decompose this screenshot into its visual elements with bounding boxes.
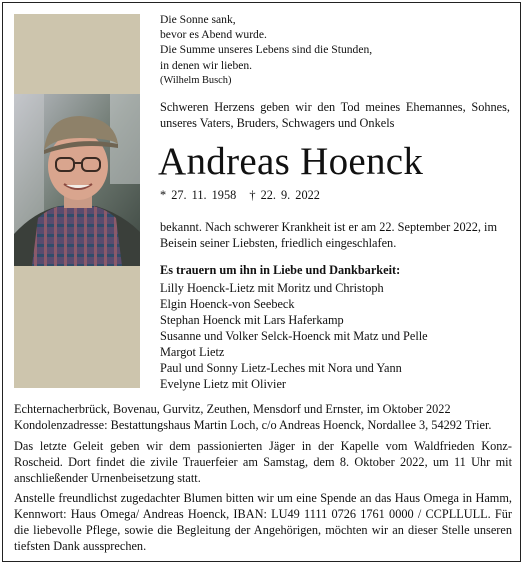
mourner-item: Susanne und Volker Selck-Hoenck mit Matz und Pelle xyxy=(160,329,428,343)
deceased-name: Andreas Hoenck xyxy=(158,140,424,183)
place-date: Echternacherbrück, Bovenau, Gurvitz, Zeuthen, Mensdorf und Ernster, im Oktober 2022 xyxy=(14,402,451,416)
mourner-item: Stephan Hoenck mit Lars Haferkamp xyxy=(160,313,344,327)
death-date: † 22. 9. 2022 xyxy=(249,188,320,202)
mourners-heading: Es trauern um ihn in Liebe und Dankbarkeit: xyxy=(160,263,401,277)
intro-text: Schweren Herzens geben wir den Tod meines Ehemannes, Sohnes, unseres Vaters, Bruders, Schwagers und Onkels xyxy=(160,100,510,130)
decorative-band-top xyxy=(14,14,140,94)
poem-line: Die Summe unseres Lebens sind die Stunden, xyxy=(160,43,373,57)
mourners-list xyxy=(160,280,428,392)
mourner-item: Elgin Hoenck-von Seebeck xyxy=(160,297,295,311)
portrait-illustration xyxy=(14,94,140,266)
condolence-address: Kondolenzadresse: Bestattungshaus Martin Loch, c/o Andreas Hoenck, Nordallee 3, 54292 Trier. xyxy=(14,418,492,432)
footer-place-block xyxy=(14,401,512,433)
footer-funeral-block xyxy=(14,438,512,486)
donation-info: Anstelle freundlichst zugedachter Blumen bitten wir um eine Spende an das Haus Omega in Hamm, Kennwort: Haus Omega/ Andreas Hoenck, IBAN: LU49 1111 0726 1761 0000 / CCPLLULL. Für die liebevolle Pflege, sowie die Begleitung der Angehörigen, möchten wir an dieser Stelle unseren tiefsten Dank aussprechen. xyxy=(14,491,512,553)
life-dates xyxy=(160,187,328,203)
mourner-item: Evelyne Lietz mit Olivier xyxy=(160,377,287,391)
portrait-photo xyxy=(14,94,140,266)
decorative-band-bottom xyxy=(14,266,140,388)
poem-line: Die Sonne sank, xyxy=(160,13,236,26)
poem xyxy=(160,12,372,88)
funeral-info: Das letzte Geleit geben wir dem passionierten Jäger in der Kapelle vom Waldfrieden Konz-Roscheid. Dort findet die zivile Trauerfeier am Samstag, dem 8. Oktober 2022, um 11 Uhr mit anschließender Urnenbeisetzung statt. xyxy=(14,439,512,485)
mourner-item: Paul und Sonny Lietz-Leches mit Nora und Yann xyxy=(160,361,402,375)
mourner-item: Lilly Hoenck-Lietz mit Moritz und Christoph xyxy=(160,281,384,295)
announcement-text: bekannt. Nach schwerer Krankheit ist er am 22. September 2022, im Beisein seiner Liebsten, friedlich eingeschlafen. xyxy=(160,220,498,250)
footer-donation-block xyxy=(14,490,512,554)
poem-line: bevor es Abend wurde. xyxy=(160,28,267,42)
poem-source: (Wilhelm Busch) xyxy=(160,74,232,86)
mourner-item: Margot Lietz xyxy=(160,345,225,359)
poem-line: in denen wir lieben. xyxy=(160,58,253,72)
birth-date: * 27. 11. 1958 xyxy=(160,188,237,202)
